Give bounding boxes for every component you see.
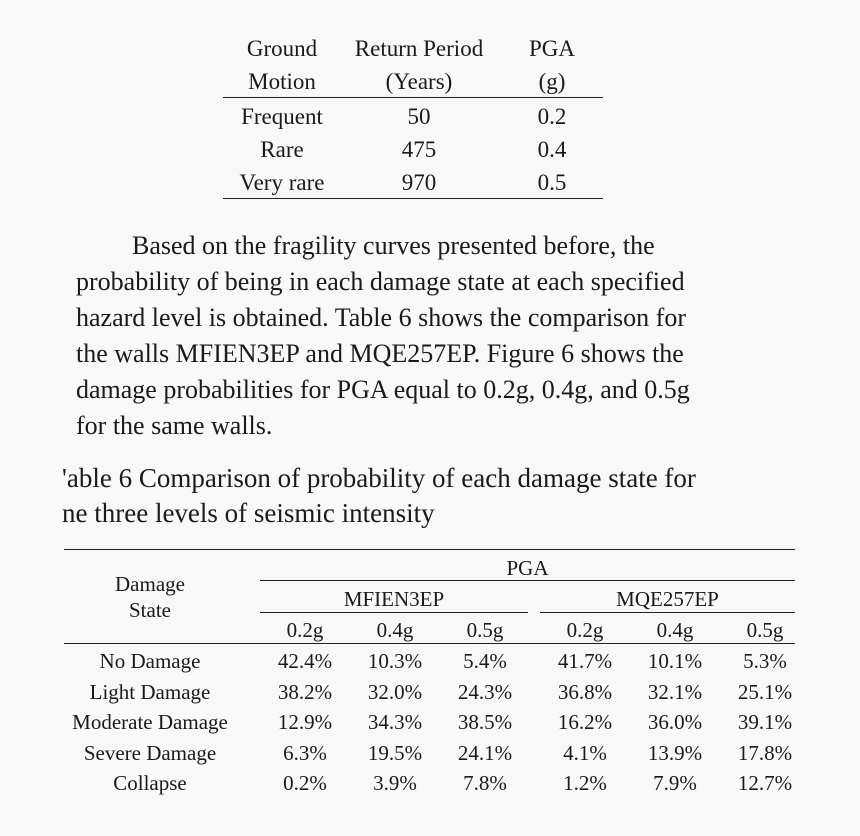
probability-cell: 41.7% <box>557 649 613 673</box>
pga-level-header: 0.2g <box>286 618 324 642</box>
caption-line2: ne three levels of seismic intensity <box>62 498 435 528</box>
table5-bottom-rule <box>223 198 603 199</box>
probability-cell: 42.4% <box>277 649 333 673</box>
probability-cell: 10.3% <box>367 649 423 673</box>
probability-cell: 3.9% <box>373 771 417 795</box>
table5-cell: 970 <box>401 170 437 195</box>
wall-rule-mqe257ep <box>540 612 795 613</box>
table5-cell: Frequent <box>241 104 323 129</box>
pga-level-header: 0.4g <box>656 618 694 642</box>
header-ground-motion-line2: Motion <box>248 69 316 94</box>
paragraph-line: damage probabilities for PGA equal to 0.2g, 0.4g, and 0.5g <box>76 375 690 404</box>
probability-cell: 24.1% <box>457 741 513 765</box>
table5-cell: Very rare <box>239 170 325 195</box>
table6-top-rule <box>64 549 795 550</box>
header-pga-line2: (g) <box>538 69 566 94</box>
table5-cell: 0.2 <box>537 104 567 129</box>
pga-level-header: 0.5g <box>746 618 784 642</box>
probability-cell: 12.7% <box>737 771 793 795</box>
probability-cell: 5.4% <box>463 649 507 673</box>
probability-cell: 19.5% <box>367 741 423 765</box>
pga-level-header: 0.5g <box>466 618 504 642</box>
probability-cell: 25.1% <box>737 680 793 704</box>
probability-cell: 1.2% <box>563 771 607 795</box>
header-pga-line1: PGA <box>528 36 575 61</box>
header-return-period-line2: (Years) <box>385 69 453 94</box>
probability-cell: 7.8% <box>463 771 507 795</box>
probability-cell: 16.2% <box>557 710 613 734</box>
probability-cell: 38.2% <box>277 680 333 704</box>
damage-state-label: Moderate Damage <box>72 710 228 734</box>
probability-cell: 5.3% <box>743 649 787 673</box>
probability-cell: 24.3% <box>457 680 513 704</box>
pga-level-header: 0.4g <box>376 618 414 642</box>
paragraph-line: Based on the fragility curves presented before, the <box>132 231 655 260</box>
probability-cell: 39.1% <box>737 710 793 734</box>
table5-cell: 475 <box>401 137 437 162</box>
table5-header-rule <box>223 97 603 98</box>
probability-cell: 12.9% <box>277 710 333 734</box>
paragraph-line: hazard level is obtained. Table 6 shows the comparison for <box>76 303 686 332</box>
probability-cell: 0.2% <box>283 771 327 795</box>
probability-cell: 38.5% <box>457 710 513 734</box>
caption-line1: 'able 6 Comparison of probability of each damage state for <box>62 463 696 493</box>
header-ground-motion-line1: Ground <box>246 36 318 61</box>
probability-cell: 13.9% <box>647 741 703 765</box>
probability-cell: 6.3% <box>283 741 327 765</box>
damage-state-header-line2: State <box>129 598 171 622</box>
damage-state-label: No Damage <box>99 649 201 673</box>
wall-header-mqe257ep: MQE257EP <box>616 587 719 611</box>
table5-cell: Rare <box>260 137 304 162</box>
probability-cell: 34.3% <box>367 710 423 734</box>
probability-cell: 36.8% <box>557 680 613 704</box>
paragraph-line: for the same walls. <box>76 411 273 440</box>
paragraph-line: the walls MFIEN3EP and MQE257EP. Figure 6 shows the <box>76 339 684 368</box>
table5-cell: 50 <box>407 104 431 129</box>
probability-cell: 36.0% <box>647 710 703 734</box>
probability-cell: 4.1% <box>563 741 607 765</box>
table5-cell: 0.4 <box>537 137 567 162</box>
damage-state-label: Light Damage <box>89 680 211 704</box>
probability-cell: 7.9% <box>653 771 697 795</box>
probability-cell: 10.1% <box>647 649 703 673</box>
probability-cell: 17.8% <box>737 741 793 765</box>
pga-level-header: 0.2g <box>566 618 604 642</box>
damage-state-label: Severe Damage <box>83 741 217 765</box>
paragraph-line: probability of being in each damage state at each specified <box>76 267 685 296</box>
probability-cell: 32.1% <box>647 680 703 704</box>
pga-group-header: PGA <box>506 556 549 580</box>
wall-rule-mfien3ep <box>260 612 528 613</box>
damage-state-header-line1: Damage <box>115 572 185 596</box>
table6-header-rule <box>64 643 795 644</box>
table5-cell: 0.5 <box>537 170 567 195</box>
header-return-period-line1: Return Period <box>354 36 484 61</box>
pga-group-rule <box>260 580 795 581</box>
wall-header-mfien3ep: MFIEN3EP <box>343 587 445 611</box>
damage-state-label: Collapse <box>113 771 187 795</box>
probability-cell: 32.0% <box>367 680 423 704</box>
